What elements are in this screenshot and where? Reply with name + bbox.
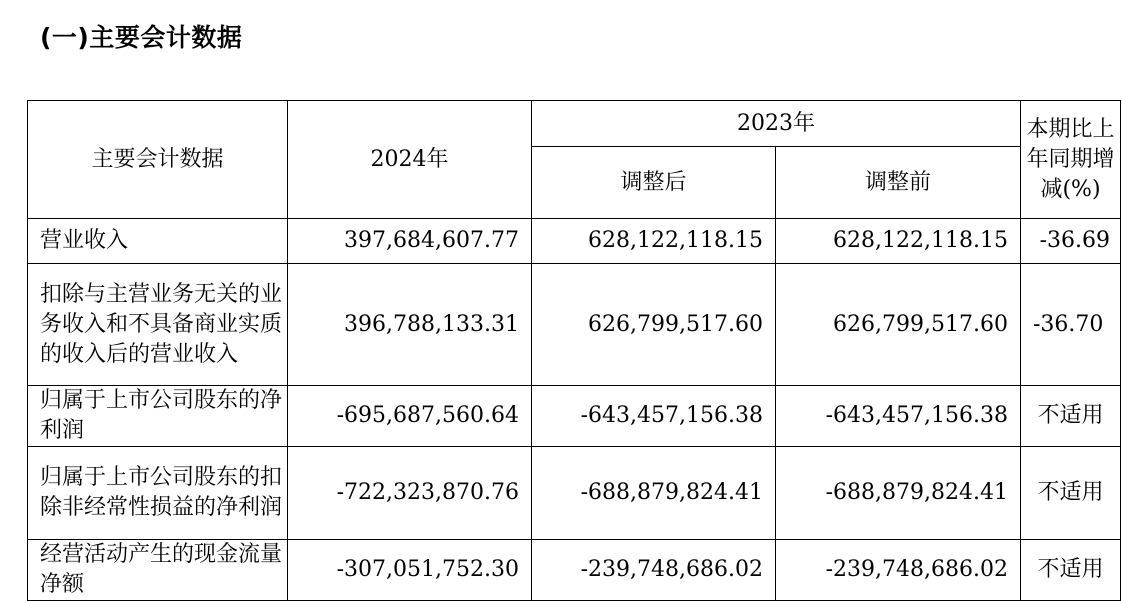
row-value-adjusted-after: -643,457,156.38 (532, 386, 776, 447)
row-value-2024: -695,687,560.64 (288, 386, 532, 447)
header-adjusted-before: 调整前 (776, 147, 1021, 219)
row-value-adjusted-before: -688,879,824.41 (776, 447, 1021, 540)
section-heading: (一)主要会计数据 (40, 23, 243, 52)
row-item-label: 扣除与主营业务无关的业务收入和不具备商业实质的收入后的营业收入 (28, 264, 288, 386)
row-value-adjusted-after: -239,748,686.02 (532, 540, 776, 601)
row-value-adjusted-before: 626,799,517.60 (776, 264, 1021, 386)
row-value-adjusted-after: -688,879,824.41 (532, 447, 776, 540)
row-change: 不适用 (1021, 447, 1121, 540)
row-change: 不适用 (1021, 540, 1121, 601)
header-2024: 2024年 (288, 101, 532, 219)
row-change: -36.70 (1021, 264, 1121, 386)
header-adjusted-after: 调整后 (532, 147, 776, 219)
table-row (28, 386, 1121, 447)
row-value-adjusted-before: -239,748,686.02 (776, 540, 1021, 601)
row-value-2024: -307,051,752.30 (288, 540, 532, 601)
accounting-data-table (27, 100, 1121, 601)
row-value-adjusted-before: -643,457,156.38 (776, 386, 1021, 447)
row-item-label: 归属于上市公司股东的净利润 (28, 386, 288, 447)
row-value-adjusted-after: 626,799,517.60 (532, 264, 776, 386)
row-item-label: 归属于上市公司股东的扣除非经常性损益的净利润 (28, 447, 288, 540)
table-row (28, 219, 1121, 264)
row-change: 不适用 (1021, 386, 1121, 447)
header-2023: 2023年 (532, 101, 1021, 147)
row-change: -36.69 (1021, 219, 1121, 264)
header-row-1 (28, 101, 1121, 147)
table-row (28, 264, 1121, 386)
table-row (28, 540, 1121, 601)
table-row (28, 447, 1121, 540)
row-value-2024: -722,323,870.76 (288, 447, 532, 540)
row-value-adjusted-after: 628,122,118.15 (532, 219, 776, 264)
row-value-adjusted-before: 628,122,118.15 (776, 219, 1021, 264)
header-item: 主要会计数据 (28, 101, 288, 219)
row-value-2024: 396,788,133.31 (288, 264, 532, 386)
row-item-label: 经营活动产生的现金流量净额 (28, 540, 288, 601)
row-item-label: 营业收入 (28, 219, 288, 264)
row-value-2024: 397,684,607.77 (288, 219, 532, 264)
header-change-pct: 本期比上年同期增减(%) (1021, 101, 1121, 219)
